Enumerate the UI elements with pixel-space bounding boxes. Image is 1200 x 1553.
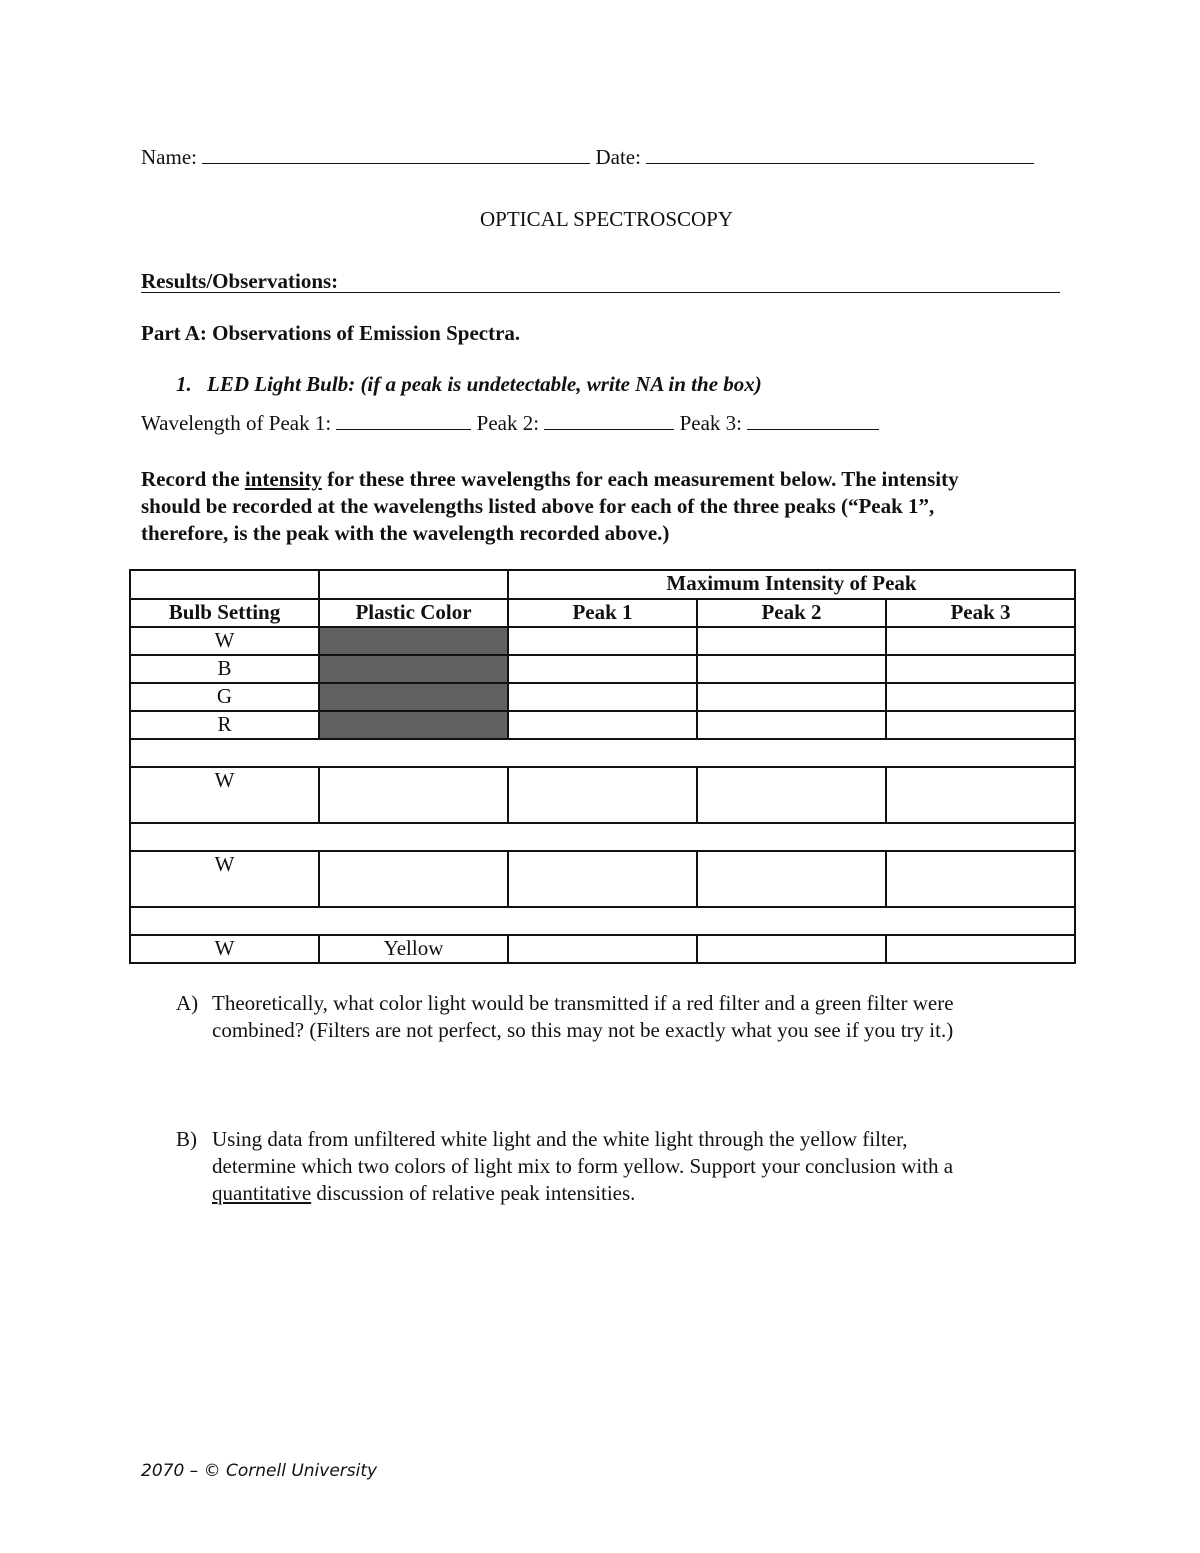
spacer-row bbox=[130, 739, 1075, 767]
spacer-row bbox=[130, 907, 1075, 935]
table-header-row bbox=[130, 599, 1075, 627]
table-row bbox=[130, 711, 1075, 739]
peak-2-entry[interactable] bbox=[697, 935, 886, 963]
peak-2-entry[interactable] bbox=[697, 683, 886, 711]
bulb-setting-cell: W bbox=[130, 627, 319, 655]
table-cell bbox=[319, 570, 508, 599]
peak-3-entry[interactable] bbox=[886, 627, 1075, 655]
peak-1-entry[interactable] bbox=[508, 935, 697, 963]
question-a-line-1: Theoretically, what color light would be transmitted if a red filter and a green filter were bbox=[212, 991, 954, 1015]
instructions-line-2: should be recorded at the wavelengths listed above for each of the three peaks (“Peak 1”, bbox=[141, 494, 935, 518]
peak-1-entry[interactable] bbox=[508, 851, 697, 907]
table-row bbox=[130, 683, 1075, 711]
name-date-row bbox=[141, 145, 1034, 170]
question-b-label: B) bbox=[176, 1127, 197, 1151]
table-row bbox=[130, 655, 1075, 683]
shaded-cell bbox=[319, 683, 508, 711]
name-label: Name: bbox=[141, 145, 197, 169]
peak-1-entry[interactable] bbox=[508, 767, 697, 823]
bulb-setting-cell: W bbox=[130, 851, 319, 907]
item-1-heading bbox=[176, 372, 762, 397]
peak-3-entry[interactable] bbox=[886, 711, 1075, 739]
plastic-color-entry[interactable] bbox=[319, 851, 508, 907]
spacer-cell bbox=[130, 739, 1075, 767]
instructions-text-1: Record the bbox=[141, 467, 245, 491]
wavelength-row bbox=[141, 411, 879, 436]
question-a-label: A) bbox=[176, 991, 199, 1015]
question-a bbox=[176, 990, 1076, 1044]
peak3-label: Peak 3: bbox=[679, 411, 742, 435]
peak-3-entry[interactable] bbox=[886, 851, 1075, 907]
bulb-setting-cell: R bbox=[130, 711, 319, 739]
table-row bbox=[130, 851, 1075, 907]
bulb-setting-cell: B bbox=[130, 655, 319, 683]
peak-2-entry[interactable] bbox=[697, 767, 886, 823]
shaded-cell bbox=[319, 711, 508, 739]
name-field[interactable] bbox=[202, 163, 590, 164]
shaded-cell bbox=[319, 655, 508, 683]
date-field[interactable] bbox=[646, 163, 1034, 164]
spacer-cell bbox=[130, 907, 1075, 935]
table-row bbox=[130, 935, 1075, 963]
plastic-color-entry[interactable] bbox=[319, 767, 508, 823]
table-group-header-row bbox=[130, 570, 1075, 599]
peak3-field[interactable] bbox=[747, 411, 879, 430]
instructions-text-2: for these three wavelengths for each measurement below. The intensity bbox=[321, 467, 959, 491]
peak-3-entry[interactable] bbox=[886, 683, 1075, 711]
group-header-max-intensity: Maximum Intensity of Peak bbox=[508, 570, 1075, 599]
bulb-setting-cell: W bbox=[130, 935, 319, 963]
peak-3-entry[interactable] bbox=[886, 655, 1075, 683]
peak-2-entry[interactable] bbox=[697, 627, 886, 655]
instructions bbox=[141, 466, 959, 547]
instructions-line-3: therefore, is the peak with the wavelength recorded above.) bbox=[141, 521, 670, 545]
page-title: OPTICAL SPECTROSCOPY bbox=[479, 207, 734, 231]
peak-3-entry[interactable] bbox=[886, 767, 1075, 823]
question-b-line-3-rest: discussion of relative peak intensities. bbox=[311, 1181, 636, 1205]
spacer-row bbox=[130, 823, 1075, 851]
question-b-line-1: Using data from unfiltered white light and the white light through the yellow filter, bbox=[212, 1127, 908, 1151]
peak-1-entry[interactable] bbox=[508, 711, 697, 739]
question-a-line-2: combined? (Filters are not perfect, so this may not be exactly what you see if you try it.) bbox=[212, 1018, 954, 1042]
peak-1-entry[interactable] bbox=[508, 627, 697, 655]
shaded-cell bbox=[319, 627, 508, 655]
table-row bbox=[130, 767, 1075, 823]
part-a-heading: Part A: Observations of Emission Spectra. bbox=[141, 321, 521, 345]
col-header-peak-1: Peak 1 bbox=[508, 599, 697, 627]
bulb-setting-cell: G bbox=[130, 683, 319, 711]
bulb-setting-cell: W bbox=[130, 767, 319, 823]
spacer-cell bbox=[130, 823, 1075, 851]
item-1-number: 1. bbox=[176, 372, 192, 396]
date-label: Date: bbox=[595, 145, 641, 169]
footer-copyright: 2070 – © Cornell University bbox=[141, 1461, 378, 1481]
col-header-plastic-color: Plastic Color bbox=[319, 599, 508, 627]
col-header-bulb-setting: Bulb Setting bbox=[130, 599, 319, 627]
results-heading-text: Results/Observations: bbox=[141, 269, 339, 293]
intensity-underlined: intensity bbox=[244, 467, 322, 491]
table-row bbox=[130, 627, 1075, 655]
question-b-line-2: determine which two colors of light mix to form yellow. Support your conclusion with a bbox=[212, 1154, 954, 1178]
col-header-peak-3: Peak 3 bbox=[886, 599, 1075, 627]
peak2-label: Peak 2: bbox=[476, 411, 540, 435]
peak-1-entry[interactable] bbox=[508, 683, 697, 711]
question-b bbox=[176, 1126, 1076, 1207]
question-b-line-3 bbox=[212, 1180, 1076, 1207]
intensity-table bbox=[129, 569, 1076, 964]
table-cell bbox=[130, 570, 319, 599]
peak1-field[interactable] bbox=[336, 411, 471, 430]
results-heading bbox=[141, 271, 1060, 293]
quantitative-underlined: quantitative bbox=[212, 1181, 312, 1205]
item-1-title: LED Light Bulb: (if a peak is undetectable, write NA in the box) bbox=[207, 372, 762, 396]
plastic-color-cell: Yellow bbox=[319, 935, 508, 963]
peak-3-entry[interactable] bbox=[886, 935, 1075, 963]
peak-2-entry[interactable] bbox=[697, 655, 886, 683]
peak-1-entry[interactable] bbox=[508, 655, 697, 683]
peak-2-entry[interactable] bbox=[697, 711, 886, 739]
instructions-line-1 bbox=[141, 466, 959, 493]
peak-2-entry[interactable] bbox=[697, 851, 886, 907]
peak2-field[interactable] bbox=[544, 411, 674, 430]
col-header-peak-2: Peak 2 bbox=[697, 599, 886, 627]
peak1-label: Wavelength of Peak 1: bbox=[141, 411, 332, 435]
